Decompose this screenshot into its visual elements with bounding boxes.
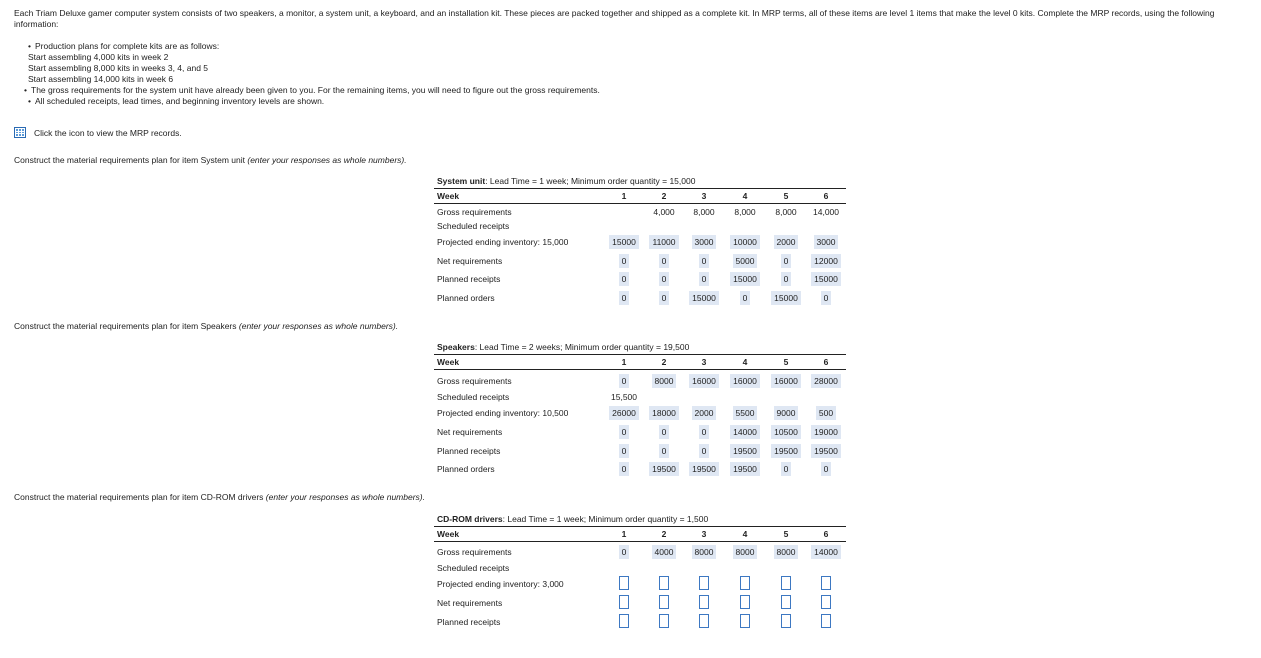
net-requirements-value: 0 [699, 254, 710, 268]
week-number: 1 [621, 357, 627, 367]
info-list [24, 41, 600, 107]
planned-orders-value: 19500 [649, 462, 679, 476]
net-requirements-value: 0 [659, 425, 670, 439]
week-number: 5 [783, 529, 789, 539]
planned-orders-value: 0 [619, 462, 630, 476]
net-requirements-value: 0 [699, 425, 710, 439]
projected-inventory-input[interactable] [619, 576, 629, 590]
projected-inventory-value: 26000 [609, 406, 639, 420]
gross-requirements-cell [725, 545, 765, 559]
gross-requirements-cell [604, 545, 644, 559]
net-requirements-cell [725, 254, 765, 268]
planned-orders-value: 0 [659, 291, 670, 305]
net-requirements-input[interactable] [821, 595, 831, 609]
planned-orders-cell [684, 291, 724, 305]
net-requirements-input[interactable] [781, 595, 791, 609]
net-requirements-input[interactable] [699, 595, 709, 609]
projected-inventory-value: 2000 [692, 406, 717, 420]
planned-receipts-value: 0 [619, 272, 630, 286]
projected-inventory-cell [806, 235, 846, 249]
projected-inventory-value: 5500 [733, 406, 758, 420]
planned-receipts-input[interactable] [659, 614, 669, 628]
gross-requirements-value: 14000 [811, 545, 841, 559]
net-requirements-cell [644, 254, 684, 268]
gross-requirements-value: 0 [619, 545, 630, 559]
gross-requirements-value: 16000 [689, 374, 719, 388]
gross-requirements-value: 0 [619, 374, 630, 388]
planned-receipts-value: 15000 [811, 272, 841, 286]
system-unit-instruction: Construct the material requirements plan for item System unit (enter your responses as whole numbers). [14, 155, 407, 165]
week-number: 5 [783, 191, 789, 201]
planned-receipts-input[interactable] [781, 614, 791, 628]
projected-inventory-input[interactable] [659, 576, 669, 590]
gross-requirements-value: 28000 [811, 374, 841, 388]
net-requirements-cell [604, 425, 644, 439]
week-number: 3 [701, 191, 707, 201]
planned-orders-value: 19500 [730, 462, 760, 476]
week-number: 6 [823, 357, 829, 367]
planned-receipts-cell [766, 444, 806, 458]
gross-requirements-value: 8000 [652, 374, 677, 388]
projected-inventory-label: Projected ending inventory: 10,500 [437, 408, 569, 418]
week-number: 6 [823, 529, 829, 539]
gross-requirements-cell [806, 545, 846, 559]
net-requirements-input[interactable] [659, 595, 669, 609]
projected-inventory-cell [604, 235, 644, 249]
planned-receipts-label: Planned receipts [437, 617, 501, 627]
gross-requirements-label: Gross requirements [437, 547, 512, 557]
projected-inventory-label: Projected ending inventory: 3,000 [437, 579, 564, 589]
net-requirements-cell [684, 425, 724, 439]
mrp-records-link-text[interactable]: Click the icon to view the MRP records. [34, 127, 182, 138]
projected-inventory-value: 11000 [649, 235, 678, 249]
planned-receipts-value: 15000 [730, 272, 760, 286]
planned-orders-cell [766, 462, 806, 476]
gross-requirements-cell [644, 374, 684, 388]
net-requirements-value: 14000 [730, 425, 760, 439]
gross-requirements-cell [684, 374, 724, 388]
planned-receipts-label: Planned receipts [437, 274, 501, 284]
week-number: 4 [742, 191, 748, 201]
net-requirements-cell [806, 254, 846, 268]
planned-receipts-value: 0 [699, 444, 710, 458]
net-requirements-input[interactable] [619, 595, 629, 609]
week-header: Week [437, 191, 460, 201]
projected-inventory-cell [684, 235, 724, 249]
net-requirements-label: Net requirements [437, 598, 503, 608]
planned-orders-cell [766, 291, 806, 305]
planned-receipts-label: Planned receipts [437, 446, 501, 456]
net-requirements-value: 0 [619, 254, 630, 268]
week-number: 2 [661, 357, 667, 367]
planned-orders-cell [806, 462, 846, 476]
projected-inventory-value: 9000 [774, 406, 799, 420]
planned-orders-cell [806, 291, 846, 305]
planned-receipts-value: 19500 [811, 444, 841, 458]
speakers-mrp-table [434, 342, 846, 478]
net-requirements-value: 19000 [811, 425, 841, 439]
planned-receipts-value: 0 [659, 444, 670, 458]
gross-requirements-cell: 14,000 [813, 207, 839, 217]
net-requirements-cell [806, 425, 846, 439]
list-item: • All scheduled receipts, lead times, and beginning inventory levels are shown. [28, 96, 325, 106]
planned-receipts-input[interactable] [619, 614, 629, 628]
net-requirements-value: 0 [781, 254, 792, 268]
net-requirements-value: 10500 [771, 425, 801, 439]
planned-orders-cell [604, 462, 644, 476]
planned-orders-value: 0 [821, 291, 832, 305]
cdrom-mrp-table [434, 514, 846, 634]
projected-inventory-cell [766, 235, 806, 249]
gross-requirements-cell: 8,000 [734, 207, 756, 217]
planned-receipts-cell [766, 272, 806, 286]
gross-requirements-cell [604, 374, 644, 388]
gross-requirements-cell [684, 545, 724, 559]
gross-requirements-cell [766, 374, 806, 388]
planned-receipts-cell [806, 272, 846, 286]
planned-orders-label: Planned orders [437, 464, 495, 474]
net-requirements-cell [604, 254, 644, 268]
week-number: 3 [701, 529, 707, 539]
week-number: 2 [661, 529, 667, 539]
week-number: 6 [823, 191, 829, 201]
net-requirements-cell [684, 254, 724, 268]
net-requirements-label: Net requirements [437, 256, 503, 266]
planned-receipts-input[interactable] [821, 614, 831, 628]
gross-requirements-value: 8000 [733, 545, 758, 559]
projected-inventory-value: 10000 [730, 235, 760, 249]
planned-receipts-input[interactable] [699, 614, 709, 628]
projected-inventory-value: 3000 [692, 235, 717, 249]
table-grid-icon[interactable] [14, 127, 26, 138]
planned-orders-label: Planned orders [437, 293, 495, 303]
planned-receipts-value: 0 [781, 272, 792, 286]
net-requirements-label: Net requirements [437, 427, 503, 437]
week-number: 5 [783, 357, 789, 367]
net-requirements-value: 0 [659, 254, 670, 268]
projected-inventory-input[interactable] [781, 576, 791, 590]
projected-inventory-value: 500 [816, 406, 836, 420]
net-requirements-cell [766, 254, 806, 268]
planned-receipts-cell [806, 444, 846, 458]
week-number: 4 [742, 357, 748, 367]
planned-receipts-cell [725, 272, 765, 286]
net-requirements-cell [725, 425, 765, 439]
net-requirements-input[interactable] [740, 595, 750, 609]
week-number: 3 [701, 357, 707, 367]
gross-requirements-value: 4000 [652, 545, 677, 559]
week-number: 1 [621, 191, 627, 201]
gross-requirements-cell: 8,000 [775, 207, 797, 217]
planned-receipts-cell [604, 272, 644, 286]
gross-requirements-value: 16000 [771, 374, 801, 388]
planned-receipts-cell [644, 272, 684, 286]
projected-inventory-input[interactable] [740, 576, 750, 590]
system-unit-mrp-table [434, 176, 846, 306]
gross-requirements-cell [766, 545, 806, 559]
projected-inventory-cell [684, 406, 724, 420]
planned-receipts-cell [644, 444, 684, 458]
planned-receipts-value: 0 [659, 272, 670, 286]
gross-requirements-value: 16000 [730, 374, 760, 388]
gross-requirements-value: 8000 [692, 545, 717, 559]
projected-inventory-cell [604, 406, 644, 420]
planned-receipts-cell [684, 444, 724, 458]
week-header: Week [437, 357, 460, 367]
gross-requirements-cell: 4,000 [653, 207, 675, 217]
gross-requirements-cell [644, 545, 684, 559]
list-item: • Production plans for complete kits are as follows: [28, 41, 220, 51]
net-requirements-value: 12000 [811, 254, 841, 268]
net-requirements-cell [644, 425, 684, 439]
week-header: Week [437, 529, 460, 539]
scheduled-receipts-label: Scheduled receipts [437, 392, 510, 402]
projected-inventory-input[interactable] [699, 576, 709, 590]
planned-orders-value: 0 [781, 462, 792, 476]
list-item: Start assembling 4,000 kits in week 2 [28, 52, 169, 62]
planned-orders-value: 15000 [771, 291, 801, 305]
planned-orders-cell [725, 291, 765, 305]
gross-requirements-value: 8000 [774, 545, 799, 559]
planned-orders-value: 0 [740, 291, 751, 305]
projected-inventory-label: Projected ending inventory: 15,000 [437, 237, 569, 247]
mrp-records-link[interactable] [14, 127, 182, 138]
net-requirements-value: 0 [619, 425, 630, 439]
planned-orders-value: 15000 [689, 291, 719, 305]
list-item: Start assembling 14,000 kits in week 6 [28, 74, 174, 84]
week-number: 1 [621, 529, 627, 539]
projected-inventory-value: 3000 [814, 235, 839, 249]
list-item: • The gross requirements for the system unit have already been given to you. For the remaining items, you will need to figure out the gross requirements. [24, 85, 600, 95]
projected-inventory-value: 2000 [774, 235, 799, 249]
planned-orders-value: 0 [619, 291, 630, 305]
table-title: CD-ROM drivers: Lead Time = 1 week; Minimum order quantity = 1,500 [437, 514, 709, 524]
projected-inventory-cell [644, 406, 684, 420]
list-item: Start assembling 8,000 kits in weeks 3, 4, and 5 [28, 63, 209, 73]
table-title: System unit: Lead Time = 1 week; Minimum order quantity = 15,000 [437, 176, 696, 186]
planned-receipts-cell [684, 272, 724, 286]
scheduled-receipts-label: Scheduled receipts [437, 221, 510, 231]
planned-receipts-input[interactable] [740, 614, 750, 628]
planned-receipts-value: 19500 [730, 444, 760, 458]
gross-requirements-label: Gross requirements [437, 207, 512, 217]
projected-inventory-value: 15000 [609, 235, 639, 249]
scheduled-receipts-label: Scheduled receipts [437, 563, 510, 573]
planned-receipts-value: 19500 [771, 444, 801, 458]
scheduled-receipts-cell: 15,500 [611, 392, 637, 402]
table-title: Speakers: Lead Time = 2 weeks; Minimum order quantity = 19,500 [437, 342, 690, 352]
week-number: 4 [742, 529, 748, 539]
planned-receipts-cell [604, 444, 644, 458]
planned-receipts-value: 0 [619, 444, 630, 458]
projected-inventory-cell [766, 406, 806, 420]
projected-inventory-cell [806, 406, 846, 420]
planned-orders-cell [725, 462, 765, 476]
gross-requirements-label: Gross requirements [437, 376, 512, 386]
projected-inventory-input[interactable] [821, 576, 831, 590]
planned-orders-cell [644, 462, 684, 476]
speakers-instruction: Construct the material requirements plan for item Speakers (enter your responses as whole numbers). [14, 321, 399, 331]
gross-requirements-cell [806, 374, 846, 388]
cdrom-instruction: Construct the material requirements plan for item CD-ROM drivers (enter your responses as whole numbers). [14, 492, 425, 502]
net-requirements-cell [766, 425, 806, 439]
projected-inventory-cell [644, 235, 684, 249]
planned-orders-cell [684, 462, 724, 476]
gross-requirements-cell [725, 374, 765, 388]
planned-orders-cell [604, 291, 644, 305]
planned-orders-value: 19500 [689, 462, 719, 476]
planned-orders-value: 0 [821, 462, 832, 476]
net-requirements-value: 5000 [733, 254, 758, 268]
planned-receipts-value: 0 [699, 272, 710, 286]
projected-inventory-value: 18000 [649, 406, 679, 420]
gross-requirements-cell: 8,000 [693, 207, 715, 217]
planned-receipts-cell [725, 444, 765, 458]
planned-orders-cell [644, 291, 684, 305]
projected-inventory-cell [725, 406, 765, 420]
week-number: 2 [661, 191, 667, 201]
projected-inventory-cell [725, 235, 765, 249]
problem-intro: Each Triam Deluxe gamer computer system consists of two speakers, a monitor, a system unit, a keyboard, and an installation kit. These pieces are packed together and shipped as a complete kit. In MRP terms, all of these items are level 1 items that make the level 0 kits. Complete the MRP records, using the following information: [14, 8, 1215, 29]
